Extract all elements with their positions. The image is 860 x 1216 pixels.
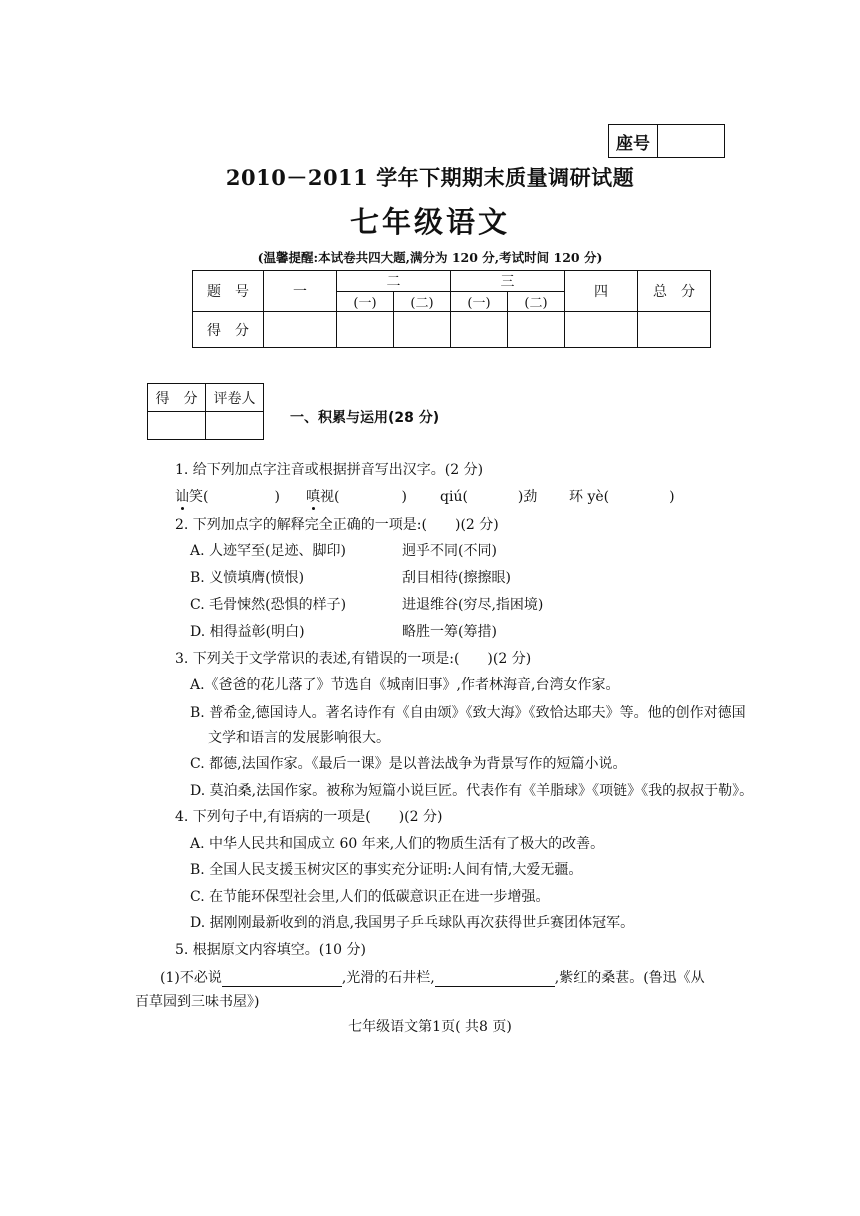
score-cell[interactable] bbox=[394, 312, 451, 348]
q2-option-c-left: C. 毛骨悚然(恐惧的样子) bbox=[190, 597, 347, 613]
grader-score-label: 得 分 bbox=[148, 384, 206, 412]
q2-stem: 2. 下列加点字的解释完全正确的一项是:( )(2 分) bbox=[175, 517, 499, 533]
q4-option-b: B. 全国人民支援玉树灾区的事实充分证明:人间有情,大爱无疆。 bbox=[190, 862, 583, 878]
q3-stem: 3. 下列关于文学常识的表述,有错误的一项是:( )(2 分) bbox=[175, 651, 532, 667]
q5-blank-2[interactable] bbox=[435, 986, 555, 987]
q2-option-a-right: 迥乎不同(不同) bbox=[402, 543, 497, 559]
q4-option-c: C. 在节能环保型社会里,人们的低碳意识正在进一步增强。 bbox=[190, 889, 550, 905]
q4-stem: 4. 下列句子中,有语病的一项是( )(2 分) bbox=[175, 809, 443, 825]
header-two-sub-b: (二) bbox=[394, 292, 451, 312]
q2-option-b-left: B. 义愤填膺(愤恨) bbox=[190, 570, 305, 586]
header-part-four: 四 bbox=[565, 271, 638, 312]
seat-number-field[interactable] bbox=[658, 125, 724, 157]
score-cell[interactable] bbox=[508, 312, 565, 348]
score-cell[interactable] bbox=[565, 312, 638, 348]
header-three-sub-b: (二) bbox=[508, 292, 565, 312]
exam-hint: (温馨提醒:本试卷共四大题,满分为 120 分,考试时间 120 分) bbox=[257, 250, 603, 265]
header-part-one: 一 bbox=[264, 271, 337, 312]
grader-name-cell[interactable] bbox=[206, 412, 264, 440]
q1-dot-mark bbox=[175, 486, 189, 504]
header-part-two: 二 bbox=[337, 271, 451, 292]
section-one-title: 一、积累与运用(28 分) bbox=[290, 410, 440, 426]
q1-item-3: qiú( )劲 bbox=[440, 489, 538, 505]
score-table bbox=[192, 270, 711, 348]
q3-option-d: D. 莫泊桑,法国作家。被称为短篇小说巨匠。代表作有《羊脂球》《项链》《我的叔叔于勒》。 bbox=[190, 783, 754, 799]
q3-option-b: B. 普希金,德国诗人。著名诗作有《自由颂》《致大海》《致恰达耶夫》等。他的创作对德国 bbox=[190, 705, 746, 721]
q3-option-b-cont: 文学和语言的发展影响很大。 bbox=[208, 730, 390, 746]
grader-score-cell[interactable] bbox=[148, 412, 206, 440]
subject-title: 七年级语文 bbox=[349, 205, 510, 239]
score-cell[interactable] bbox=[264, 312, 337, 348]
q1-stem: 1. 给下列加点字注音或根据拼音写出汉字。(2 分) bbox=[175, 462, 484, 478]
q1-dot-mark bbox=[306, 486, 320, 504]
seat-number-box bbox=[608, 124, 725, 158]
header-three-sub-a: (一) bbox=[451, 292, 508, 312]
q3-option-a: A.《爸爸的花儿落了》节选自《城南旧事》,作者林海音,台湾女作家。 bbox=[190, 677, 620, 693]
q5-part-1: (1)不必说 ,光滑的石井栏, ,紫红的桑葚。(鲁迅《从 bbox=[160, 970, 705, 986]
q2-option-a-left: A. 人迹罕至(足迹、脚印) bbox=[190, 543, 346, 559]
q5-part-1-cont: 百草园到三味书屋》) bbox=[135, 994, 260, 1010]
q3-option-c: C. 都德,法国作家。《最后一课》是以普法战争为背景写作的短篇小说。 bbox=[190, 756, 627, 772]
q2-option-d-left: D. 相得益彰(明白) bbox=[190, 624, 305, 640]
q2-option-d-right: 略胜一筹(筹措) bbox=[402, 624, 497, 640]
header-total: 总 分 bbox=[638, 271, 711, 312]
header-part-three: 三 bbox=[451, 271, 565, 292]
q4-option-a: A. 中华人民共和国成立 60 年来,人们的物质生活有了极大的改善。 bbox=[190, 836, 605, 852]
q2-option-c-right: 进退维谷(穷尽,指困境) bbox=[402, 597, 544, 613]
grader-name-label: 评卷人 bbox=[206, 384, 264, 412]
seat-number-label: 座号 bbox=[609, 125, 658, 157]
q1-item-1: 讪笑( ) bbox=[175, 489, 280, 505]
q5-blank-1[interactable] bbox=[222, 986, 342, 987]
q1-item-2: 嗔视( ) bbox=[306, 489, 407, 505]
score-cell[interactable] bbox=[451, 312, 508, 348]
q5-stem: 5. 根据原文内容填空。(10 分) bbox=[175, 942, 366, 958]
q1-item-4: 环 yè( ) bbox=[569, 489, 675, 505]
exam-title: 2010－2011 学年下期期末质量调研试题 bbox=[225, 165, 635, 190]
header-two-sub-a: (一) bbox=[337, 292, 394, 312]
score-cell[interactable] bbox=[638, 312, 711, 348]
score-row-label: 得 分 bbox=[193, 312, 264, 348]
page-footer: 七年级语文第1页( 共8 页) bbox=[348, 1019, 512, 1035]
q2-option-b-right: 刮目相待(擦擦眼) bbox=[402, 570, 511, 586]
q4-option-d: D. 据刚刚最新收到的消息,我国男子乒乓球队再次获得世乒赛团体冠军。 bbox=[190, 915, 635, 931]
score-cell[interactable] bbox=[337, 312, 394, 348]
header-question-no: 题 号 bbox=[193, 271, 264, 312]
grader-table bbox=[147, 383, 264, 440]
